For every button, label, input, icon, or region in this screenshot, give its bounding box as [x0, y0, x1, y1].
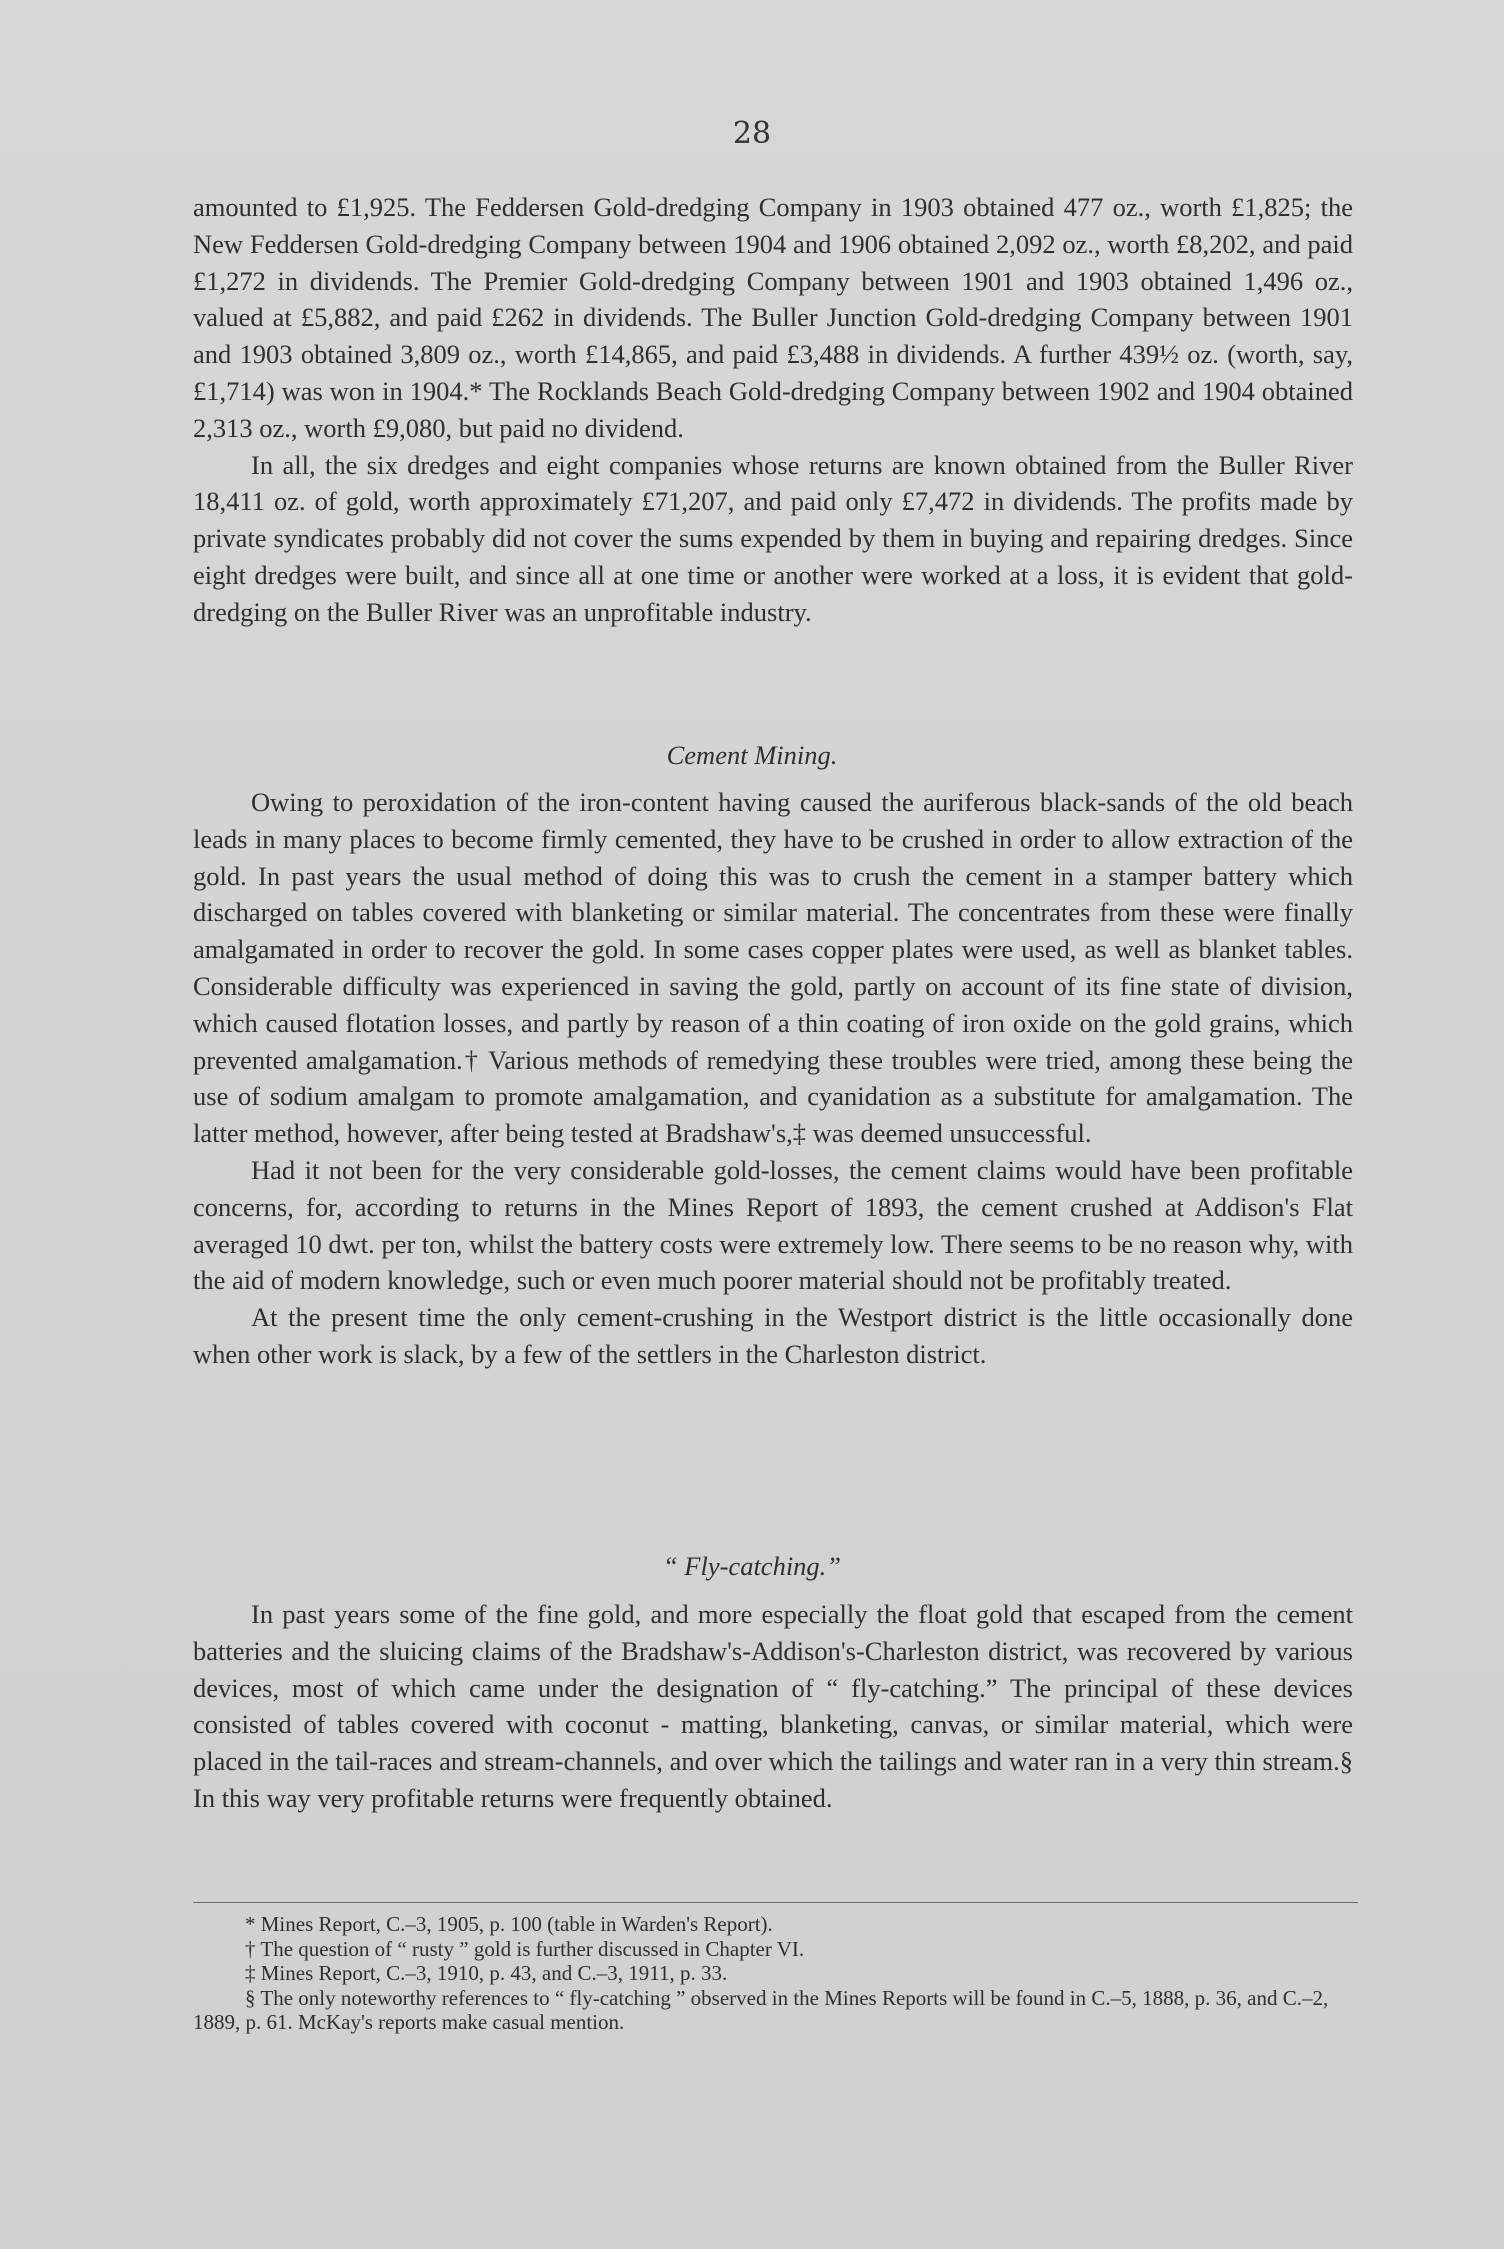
paragraph: At the present time the only cement-crushing in the Westport district is the little occasionally done when other work is slack, by a few of the settlers in the Charleston district.: [193, 1302, 1353, 1369]
body-section-cement-mining: [193, 784, 1353, 1373]
body-section-dredging: [193, 189, 1353, 631]
paragraph: amounted to £1,925. The Feddersen Gold-dredging Company in 1903 obtained 477 oz., worth £1,825; the New Feddersen Gold-dredging Company between 1904 and 1906 obtained 2,092 oz., worth £8,202, and paid £1,272 in dividends. The Premier Gold-dredging Company between 1901 and 1903 obtained 1,496 oz., valued at £5,882, and paid £262 in dividends. The Buller Junction Gold-dredging Company between 1901 and 1903 obtained 3,809 oz., worth £14,865, and paid £3,488 in dividends. A further 439½ oz. (worth, say, £1,714) was won in 1904.* The Rocklands Beach Gold-dredging Company between 1902 and 1904 obtained 2,313 oz., worth £9,080, but paid no dividend.: [193, 192, 1353, 443]
body-section-fly-catching: [193, 1596, 1353, 1817]
paragraph: Had it not been for the very considerable gold-losses, the cement claims would have been profitable concerns, for, according to returns in the Mines Report of 1893, the cement crushed at Addison's Flat averaged 10 dwt. per ton, whilst the battery costs were extremely low. There seems to be no reason why, with the aid of modern knowledge, such or even much poorer material should not be profitably treated.: [193, 1154, 1353, 1296]
footnote: § The only noteworthy references to “ fly-catching ” observed in the Mines Reports will be found in C.–5, 1888, p. 36, and C.–2, 1889, p. 61. McKay's reports make casual mention.: [193, 1985, 1329, 2034]
section-heading-fly-catching: “ Fly-catching.”: [662, 1551, 842, 1581]
footnote: † The question of “ rusty ” gold is further discussed in Chapter VI.: [245, 1936, 805, 1961]
footnotes: [193, 1912, 1363, 2035]
footnote-divider: [193, 1902, 1358, 1903]
paragraph: Owing to peroxidation of the iron-content having caused the auriferous black-sands of the old beach leads in many places to become firmly cemented, they have to be crushed in order to allow extraction of the gold. In past years the usual method of doing this was to crush the cement in a stamper battery which discharged on tables covered with blanketing or similar material. The concentrates from these were finally amalgamated in order to recover the gold. In some cases copper plates were used, as well as blanket tables. Considerable difficulty was experienced in saving the gold, partly on account of its fine state of division, which caused flotation losses, and partly by reason of a thin coating of iron oxide on the gold grains, which prevented amalgamation.† Various methods of remedying these troubles were tried, among these being the use of sodium amalgam to promote amalgamation, and cyanidation as a substitute for amalgamation. The latter method, however, after being tested at Bradshaw's,‡ was deemed unsuccessful.: [193, 787, 1353, 1149]
footnote: ‡ Mines Report, C.–3, 1910, p. 43, and C.–3, 1911, p. 33.: [245, 1961, 728, 1985]
page-number: 28: [732, 116, 772, 151]
paragraph: In past years some of the fine gold, and more especially the float gold that escaped from the cement batteries and the sluicing claims of the Bradshaw's-Addison's-Charleston district, was recovered by various devices, most of which came under the designation of “ fly-catching.” The principal of these devices consisted of tables covered with coconut - matting, blanketing, canvas, or similar material, which were placed in the tail-races and stream-channels, and over which the tailings and water ran in a very thin stream.§ In this way very profitable returns were frequently obtained.: [193, 1599, 1353, 1813]
footnote: * Mines Report, C.–3, 1905, p. 100 (table in Warden's Report).: [245, 1912, 773, 1936]
paragraph: In all, the six dredges and eight companies whose returns are known obtained from the Buller River 18,411 oz. of gold, worth approximately £71,207, and paid only £7,472 in dividends. The profits made by private syndicates probably did not cover the sums expended by them in buying and repairing dredges. Since eight dredges were built, and since all at one time or another were worked at a loss, it is evident that gold-dredging on the Buller River was an unprofitable industry.: [193, 449, 1353, 627]
section-heading-cement-mining: Cement Mining.: [666, 740, 838, 770]
